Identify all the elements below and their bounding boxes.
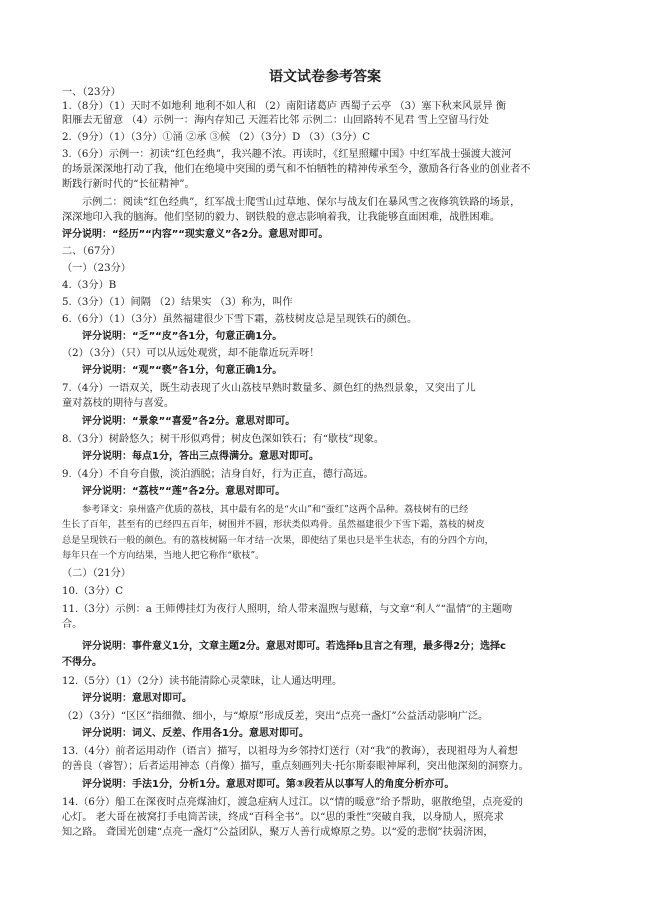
scoring-note: 评分说明：“观”“亵”各1分，句意正确1分。 xyxy=(82,365,283,376)
answer-line: 阳雁去无留意 （4）示例一：海内存知己 天涯若比邻 示例二：山回路转不见君 雪上空留马行处 xyxy=(62,115,489,126)
scoring-note: 评分说明：“经历”“内容”“现实意义”各2分。意思对即可。 xyxy=(62,229,329,240)
answer-line: （2）（3分）“区区”指细微、细小，与“燎原”形成反差，突出“点亮一盏灯”公益活动影响广泛。 xyxy=(62,711,489,722)
section-one-heading: 一、（23分） xyxy=(62,87,121,98)
page-title: 语文试卷参考答案 xyxy=(269,69,381,85)
answer-line: 合。 xyxy=(62,619,83,630)
answer-line: 深深地印入我的脑海。他们坚韧的毅力、钢铁般的意志影响着我，让我能够直面困难，战胜困难。 xyxy=(62,212,501,223)
answer-line: 知之路。 聋国光创建“点亮一盏灯”公益团队，聚万人善行成燎原之势。以“爱的悲悯”扶弱济困， xyxy=(62,827,494,838)
answer-line: 3.（6分）示例一：初读“红色经典”，我兴趣不浓。再读时，《红星照耀中国》中红军战士强渡大渡河 xyxy=(62,149,512,160)
scoring-note: 评分说明：“乏”“皮”各1分，句意正确1分。 xyxy=(82,331,283,342)
answer-line: 14.（6分）船工在深夜时点亮煤油灯，渡急症病人过江。以“情的暖意”给予帮助，驱散绝望，点亮爱的 xyxy=(62,797,523,808)
scoring-note: 评分说明：每点1分，答出三点得满分。意思对即可。 xyxy=(82,451,319,462)
answer-line: 9.（4分）不自夸自傲，淡泊洒脱；洁身自好，行为正直，德行高远。 xyxy=(62,469,374,480)
answer-line: 断践行新时代的“长征精神”。 xyxy=(62,179,195,190)
answer-line: 7.（4分）一语双关，既生动表现了火山荔枝早熟时数量多、颜色红的热烈景象，又突出了儿 xyxy=(62,383,476,394)
answer-line: 1.（8分）（1）天时不如地利 地利不如人和 （2）南阳诸葛庐 西蜀子云亭 （3）塞下秋来风景异 衡 xyxy=(62,101,507,112)
answer-line: （2）（3分）（只）可以从远处观赏，却不能靠近玩弄呀！ xyxy=(62,348,320,359)
answer-line: 2.（9分）（1）（3分）①涌 ②承 ③候 （2）（3分）D （3）（3分）C xyxy=(62,132,371,143)
scoring-note: 评分说明：“景象”“喜爱”各2分。意思对即可。 xyxy=(82,416,296,427)
translation-line: 总是呈现铁石一般的颜色。有的荔枝树隔一年才结一次果，即使结了果也只是半生状态，有的分四个方向， xyxy=(62,535,494,546)
scoring-note: 评分说明：事件意义1分，文章主题2分。意思对即可。若选择b且言之有理，最多得2分；选择c xyxy=(82,641,506,652)
translation-line: 每年只在一个方向结果，当地人把它称作“歇枝”。 xyxy=(62,550,265,561)
scoring-note: 不得分。 xyxy=(62,657,102,668)
answer-line: 4.（3分）B xyxy=(62,280,117,291)
answer-line: 示例二：阅读“红色经典”，红军战士爬雪山过草地、保尔与战友们在暴风雪之夜修筑铁路的场景， xyxy=(82,197,521,208)
answer-line: 8.（3分）树龄悠久；树干形似鸡骨；树皮色深如铁石；有“歇枝”现象。 xyxy=(62,434,385,445)
answer-line: 5.（3分）（1）间隔 （2）结果实 （3）称为，叫作 xyxy=(62,297,293,308)
answer-line: 的善良（睿智）；后者运用神态（肖像）描写，重点刻画列夫·托尔斯泰眼神犀利，突出他深刻的洞察力。 xyxy=(62,761,529,772)
translation-line: 参考译文：泉州盛产优质的荔枝，其中最有名的是“火山”和“蚕红”这两个品种。荔枝树有的已经 xyxy=(82,504,469,515)
answer-line: 11.（3分）示例：a 王师傅挂灯为夜行人照明，给人带来温煦与慰藉，与文章“利人”“温情”的主题吻 xyxy=(62,604,513,615)
answer-line: 心灯。 老大哥在被窝打手电筒苦读，终成“百科全书”。以“思的秉性”突破自我，以身励人，照亮求 xyxy=(62,812,504,823)
answer-line: 10.（3分）C xyxy=(62,586,124,597)
answer-line: 童对荔枝的期待与喜爱。 xyxy=(62,398,175,409)
subsection-heading: （二）（21分） xyxy=(62,568,131,579)
scoring-note: 评分说明：意思对即可。 xyxy=(82,693,192,704)
answer-line: 的场景深深地打动了我，他们在绝境中突围的勇气和不怕牺牲的精神传承至今，激励各行各业的创业者不 xyxy=(62,164,531,175)
answer-line: 6.（6分）（1）（3分）虽然福建很少下雪下霜，荔枝树皮总是呈现铁石的颜色。 xyxy=(62,314,418,325)
scoring-note: 评分说明：“荔枝”“莲”各2分。意思对即可。 xyxy=(82,486,286,497)
scoring-note: 评分说明：手法1分，分析1分。意思对即可。第③段若从以事写人的角度分析亦可。 xyxy=(82,779,455,790)
answer-line: 12.（5分）（1）（2分）读书能清除心灵蒙昧，让人通达明理。 xyxy=(62,676,343,687)
section-two-heading: 二、（67分） xyxy=(62,246,121,257)
translation-line: 生长了百年，甚至有的已经四五百年，树围并不圆，形状类似鸡骨。虽然福建很少下雪下霜，荔枝的树皮 xyxy=(62,519,485,530)
answer-line: 13.（4分）前者运用动作（语言）描写，以祖母为乡邻持灯送行（对“我”的教诲），表现祖母为人着想 xyxy=(62,746,518,757)
scoring-note: 评分说明：词义、反差、作用各1分。意思对即可。 xyxy=(82,728,309,739)
subsection-heading: （一）（23分） xyxy=(62,263,131,274)
